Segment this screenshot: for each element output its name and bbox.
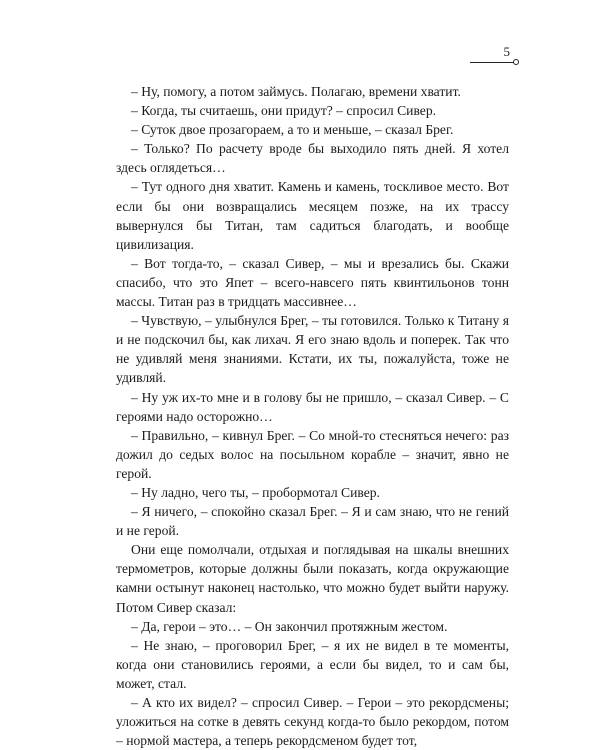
- paragraph: – Правильно, – кивнул Брег. – Со мной-то стесняться нечего: раз дожил до седых волос на посыльном корабле – значит, явно не герой.: [116, 427, 509, 481]
- page-number: 5: [503, 44, 510, 59]
- text-body: [116, 82, 509, 750]
- paragraph: – А кто их видел? – спросил Сивер. – Герои – это рекордсмены; уложиться на сотке в девять секунд когда-то было рекордом, потом – нормой мастера, а теперь рекордсменом будет тот,: [116, 695, 509, 749]
- paragraph: – Ну уж их-то мне и в голову бы не пришло, – сказал Сивер. – С героями надо осторожно…: [116, 389, 509, 424]
- header-circle-ornament: [513, 59, 519, 65]
- paragraph: Они еще помолчали, отдыхая и поглядывая на шкалы внешних термометров, которые должны были показать, когда окружающие камни остынут наконец настолько, что можно будет выйти наружу. Потом Сивер сказал:: [116, 542, 509, 615]
- paragraph: – Когда, ты считаешь, они придут? – спросил Сивер.: [131, 103, 437, 119]
- paragraph: – Ну ладно, чего ты, – пробормотал Сивер.: [131, 484, 380, 500]
- paragraph: – Вот тогда-то, – сказал Сивер, – мы и врезались бы. Скажи спасибо, что это Япет – всего-навсего пять квинтильонов тонн массы. Титан раз в тридцать массивнее…: [116, 255, 509, 310]
- paragraph: – Да, герои – это… – Он закончил протяжным жестом.: [131, 618, 448, 634]
- paragraph: – Ну, помогу, а потом займусь. Полагаю, времени хватит.: [131, 84, 461, 99]
- page-header: [470, 44, 520, 70]
- paragraph: – Я ничего, – спокойно сказал Брег. – Я и сам знаю, что не гений и не герой.: [116, 504, 509, 539]
- paragraph: – Не знаю, – проговорил Брег, – я их не видел в те моменты, когда они становились героями, а если бы видел, то и сам бы, может, стал.: [116, 637, 509, 691]
- header-rule: [470, 62, 514, 63]
- paragraph: – Чувствую, – улыбнулся Брег, – ты готовился. Только к Титану я и не подскочил бы, как лихач. Я его знаю вдоль и поперек. Так что не удивляй меня знаниями. Кстати, их ты, пожалуйста, тоже не удивляй.: [116, 313, 509, 386]
- paragraph: – Суток двое прозагораем, а то и меньше, – сказал Брег.: [131, 122, 454, 138]
- paragraph: – Только? По расчету вроде бы выходило пять дней. Я хотел здесь оглядеться…: [116, 141, 509, 176]
- paragraph: – Тут одного дня хватит. Камень и камень, тоскливое место. Вот если бы они возвращались месяцем позже, на их трассу вывернулся бы Титан, там садиться благодать, и вообще цивилизация.: [116, 179, 509, 252]
